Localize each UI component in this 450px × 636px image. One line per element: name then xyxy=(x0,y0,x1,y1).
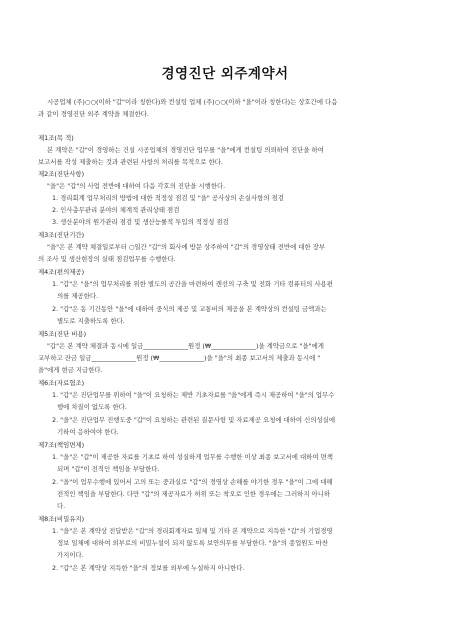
article-heading: 제8조(비밀유지) xyxy=(38,515,85,523)
article-line: 2. 인사총무관리 분야의 체계적 관리상태 점검 xyxy=(52,206,180,214)
document-title: 경영진단 외주계약서 xyxy=(161,66,289,82)
article-line: 의를 제공한다. xyxy=(57,292,99,300)
article-line: 되며 "갑"이 전적인 책임을 부담한다. xyxy=(57,465,160,473)
article-line: 1. "갑"은 "을"의 업무처리를 위한 별도의 공간을 마련하여 캔선의 구축 및 전화 기타 컴퓨터의 사용편 xyxy=(52,280,333,288)
article-heading: 제6조(자료협조) xyxy=(38,379,85,387)
article-line: 가지이다. xyxy=(57,551,84,559)
article-line: 의 조사 및 생산현장의 실태 점검업무를 수행한다. xyxy=(38,255,176,263)
article-line: 2. "갑"은 본 계약상 지득한 "을"의 정보를 외부에 누설하지 아니한다. xyxy=(52,564,245,572)
article-line: "을"은 본 계약 체결일로부터 ○일간 "갑"의 회사에 방문 상주하여 "갑"의 경영상태 전반에 대한 장부 xyxy=(47,243,326,251)
article-line: 전적인 책임을 부담한다. 다만 "갑"의 제공자료가 허위 또는 착오로 인한 경우에는 그러하지 아니하 xyxy=(57,490,331,498)
article-line: "을"은 "갑"의 사업 전반에 대하여 다음 각호의 진단을 시행한다. xyxy=(47,182,226,190)
article-line: 교부하고 잔금 일금______________원정 (₩______________)을 "을"의 최종 보고서의 제출과 동시에 " xyxy=(38,354,321,362)
article-line: 을"에게 현금 지급한다. xyxy=(38,366,103,374)
article-line: 다. xyxy=(57,502,66,510)
article-line: 기하여 응하여야 한다. xyxy=(57,428,119,436)
article-line: 보고서를 작성 제출하는 것과 관련된 사항의 처리를 목적으로 한다. xyxy=(38,158,223,166)
article-line: 2. "을"이 업무수행에 있어서 고의 또는 중과실로 "갑"의 경영상 손해를 야기한 경우 "을"이 그에 대해 xyxy=(52,478,333,486)
article-heading: 제4조(편의제공) xyxy=(38,268,85,276)
article-heading: 제3조(진단기간) xyxy=(38,231,85,239)
article-line: 3. 생산분야의 원가관리 점검 및 생산능률적 투입의 적정성 점검 xyxy=(52,218,229,226)
intro-line: 시공업체 (주)○○(이하 "갑"이라 칭한다)와 컨설팅 업체 (주)○○(이하 "을"이라 칭한다)는 상호간에 다음 xyxy=(47,98,338,106)
article-heading: 제7조(책임면제) xyxy=(38,441,85,449)
article-line: 2. "갑"은 동 기간동안 "을"에 대하여 중식의 제공 및 교통비의 제공을 본 계약상의 컨설팅 금액과는 xyxy=(52,305,327,313)
intro-line: 과 같이 경영진단 외주 계약을 체결한다. xyxy=(38,110,149,118)
article-line: "갑"은 본 계약 체결과 동시에 일금______________원정 (₩______________)을 계약금으로 "을"에게 xyxy=(47,342,324,350)
article-heading: 제1조(목 적) xyxy=(38,134,74,142)
article-line: 1. "을"은 본 계약상 전달받은 "갑"의 경리회계자료 일체 및 기타 본 계약으로 지득한 "갑"의 기업경영 xyxy=(52,527,333,535)
article-line: 1. 경리회계 업무처리의 방법에 대한 적정성 점검 및 "을" 공사상의 손실사항의 점검 xyxy=(52,194,284,202)
article-line: 1. "을"은 "갑"이 제공한 자료를 기초로 하여 성실하게 업무를 수행한 이상 최종 보고서에 대하여 면책 xyxy=(52,453,333,461)
article-line: 본 계약은 "갑"이 경영하는 건설 시공업체의 경영진단 업무를 "을"에게 컨설팅 의뢰하여 진단을 하여 xyxy=(47,146,324,154)
article-heading: 제2조(진단사항) xyxy=(38,170,85,178)
article-line: 1. "갑"은 진단업무를 위하여 "을"이 요청하는 제반 기초자료를 "을"에게 즉시 제공하여 "을"의 업무수 xyxy=(52,391,335,399)
article-heading: 제5조(진단 비용) xyxy=(38,330,87,338)
article-line: 2. "을"은 진단업무 진행도중 "갑"이 요청하는 관련된 질문사항 및 자료제공 요청에 대하여 신의성실에 xyxy=(52,416,335,424)
article-line: 별도로 지출하도록 한다. xyxy=(57,317,125,325)
article-line: 행에 차질이 없도록 한다. xyxy=(57,403,127,411)
article-line: 정보 일체에 대하여 외부로의 비밀누설이 되지 않도록 보안의무를 부담한다. "을"의 종업원도 마찬 xyxy=(57,539,329,547)
